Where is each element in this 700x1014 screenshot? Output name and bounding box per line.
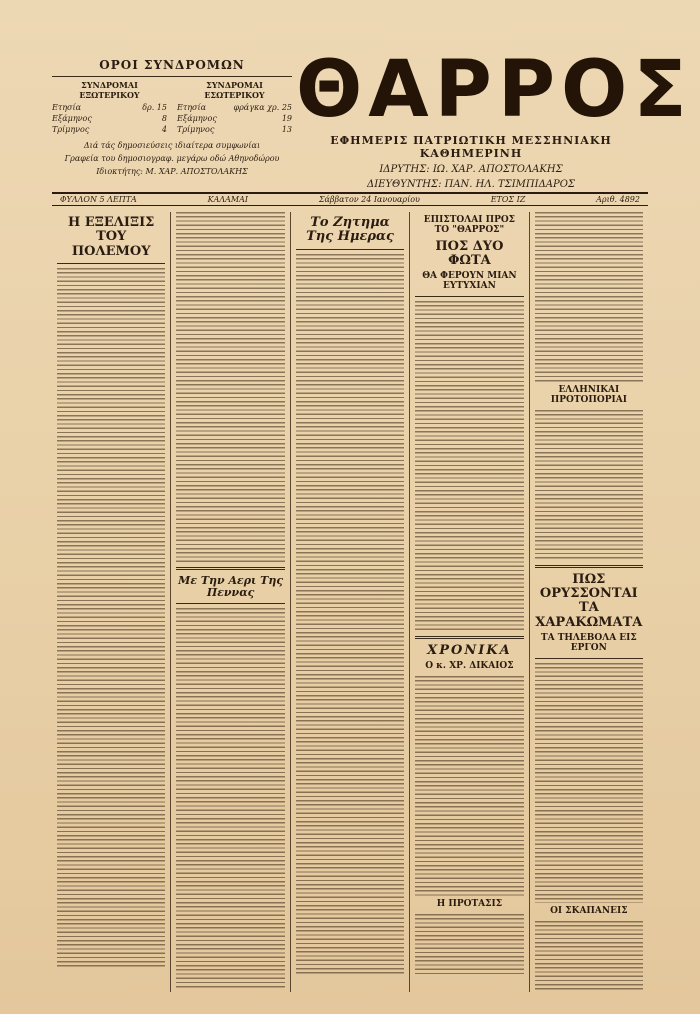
article-body — [176, 608, 284, 988]
article-subheading-lights: ΘΑ ΦΕΡΟΥΝ ΜΙΑΝ ΕΥΤΥΧΙΑΝ — [422, 271, 517, 292]
column-1 — [52, 212, 171, 992]
founder-line: ΙΔΡΥΤΗΣ: ΙΩ. ΧΑΡ. ΑΠΟΣΤΟΛΑΚΗΣ — [379, 164, 563, 175]
internal-subscriptions — [177, 80, 292, 135]
columns — [52, 212, 648, 992]
article-body — [415, 914, 523, 974]
article-body — [535, 663, 643, 903]
subscription-title: ΟΡΟΙ ΣΥΝΔΡΟΜΩΝ — [99, 58, 245, 72]
office-note: Γραφεία του δημοσιογραφ. μεγάρω οδώ Αθηνοδώρου — [64, 154, 280, 163]
row-value: 13 — [281, 125, 292, 134]
date: Σάββατον 24 Ιανουαρίου — [318, 195, 420, 204]
row-value: 19 — [281, 114, 292, 123]
article-heading-sappers: ΟΙ ΣΚΑΠΑΝΕΙΣ — [550, 905, 628, 916]
external-heading: ΣΥΝΔΡΟΜΑΙ ΕΞΩΤΕΡΙΚΟΥ — [79, 80, 140, 100]
article-heading-pioneers: ΕΛΛΗΝΙΚΑΙ ΠΡΟΤΟΠΟΡΙΑΙ — [550, 385, 627, 405]
internal-heading: ΣΥΝΔΡΟΜΑΙ ΕΣΩΤΕΡΙΚΟΥ — [204, 80, 265, 100]
row-value: δρ. 15 — [142, 103, 167, 112]
article-subheading-trenches: ΤΑ ΤΗΛΕΒΟΛΑ ΕΙΣ ΕΡΓΟΝ — [540, 632, 637, 653]
row-value: 4 — [161, 125, 167, 134]
article-heading-proposal: Η ΠΡΟΤΑΣΙΣ — [436, 899, 503, 910]
article-heading-trenches: ΠΩΣ ΟΡΥΣΣΟΝΤΑΙ ΤΑ ΧΑΡΑΚΩΜΑΤΑ — [535, 571, 643, 630]
ads-note: Διά τάς δημοσιεύσεις ιδιαίτερα συμφωνίαι — [83, 141, 261, 150]
article-body — [535, 410, 643, 560]
column-5 — [530, 212, 648, 992]
external-subscriptions — [52, 80, 167, 135]
column-4 — [410, 212, 529, 992]
issue-price: ΦΥΛΛΟΝ 5 ΛΕΠΤΑ — [60, 195, 137, 204]
row-label: Τρίμηνος — [52, 125, 90, 134]
dateline — [52, 192, 648, 206]
article-heading-war: Η ΕΞΕΛΙΞΙΣ ΤΟΥ ΠΟΛΕΜΟΥ — [68, 215, 155, 259]
article-body — [176, 212, 284, 562]
article-heading-issue: Το Ζητημα Της Ημερας — [306, 215, 394, 245]
row-label: Ετησία — [177, 103, 207, 112]
row-value: 8 — [161, 114, 167, 123]
newspaper-subtitle: ΕΦΗΜΕΡΙΣ ΠΑΤΡΙΩΤΙΚΗ ΜΕΣΣΗΝΙΑΚΗ ΚΑΘΗΜΕΡΙΝΗ — [330, 134, 612, 160]
article-heading-lights: ΠΟΣ ΔΥΟ ΦΩΤΑ — [435, 238, 504, 269]
issue-number: Αριθ. 4892 — [596, 195, 640, 204]
article-body — [57, 268, 165, 968]
city: ΚΑΛΑΜΑΙ — [207, 195, 249, 204]
row-label: Εξάμηνος — [177, 114, 217, 123]
row-label: Τρίμηνος — [177, 125, 215, 134]
director-line: ΔΙΕΥΘΥΝΤΗΣ: ΠΑΝ. ΗΛ. ΤΣΙΜΠΙΔΑΡΟΣ — [366, 179, 576, 190]
column-3 — [291, 212, 410, 992]
row-label: Εξάμηνος — [52, 114, 92, 123]
article-heading-pen: Με Την Αερι Της Πεννας — [178, 574, 284, 600]
article-body — [415, 301, 523, 631]
masthead — [296, 45, 693, 190]
article-body — [296, 254, 404, 974]
letters-heading: ΕΠΙΣΤΟΛΑΙ ΠΡΟΣ ΤΟ "ΘΑΡΡΟΣ" — [423, 215, 516, 235]
owner-note: Ιδιοκτήτης: Μ. ΧΑΡ. ΑΠΟΣΤΟΛΑΚΗΣ — [96, 167, 248, 176]
newspaper-title: ΘΑΡΡΟΣ — [296, 45, 693, 135]
column-2 — [171, 212, 290, 992]
article-heading-chronicles: ΧΡΟΝΙΚΑ — [427, 643, 512, 659]
row-label: Ετησία — [52, 103, 82, 112]
article-body — [535, 921, 643, 991]
row-value: φράγκα χρ. 25 — [233, 103, 292, 112]
subscription-box — [52, 58, 292, 190]
article-subheading-chronicles: Ο κ. ΧΡ. ΔΙΚΑΙΟΣ — [425, 661, 514, 672]
article-body — [415, 676, 523, 896]
article-body — [535, 212, 643, 382]
year: ΕΤΟΣ ΙΖ — [490, 195, 526, 204]
